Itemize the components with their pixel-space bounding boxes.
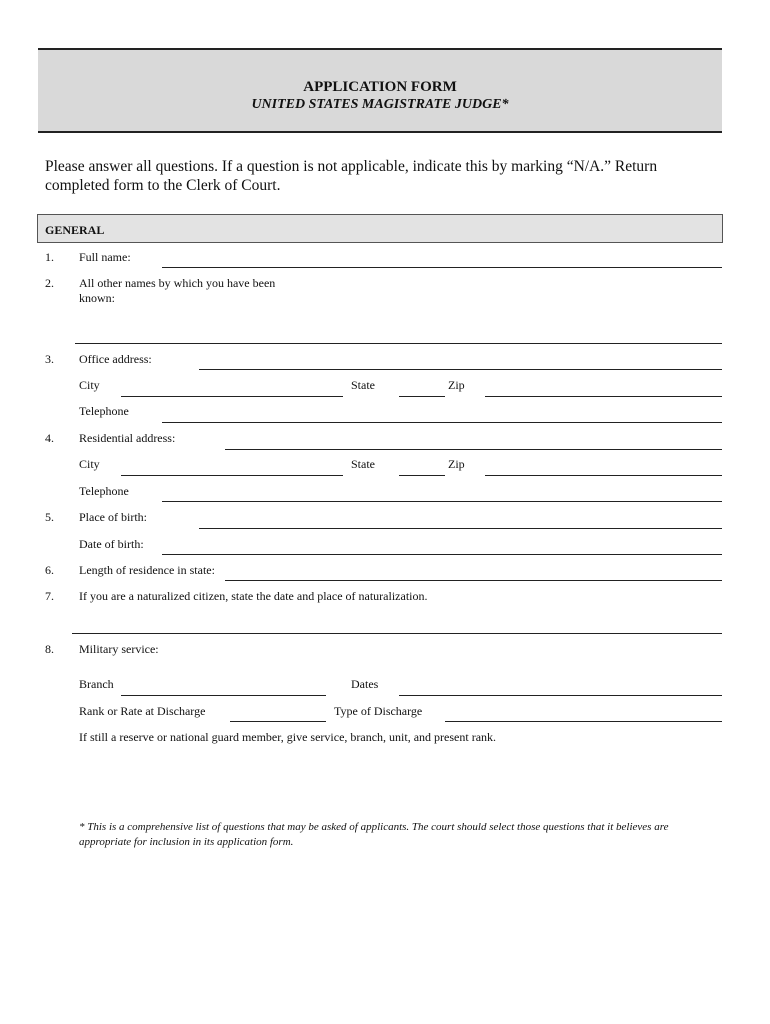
q1-number: 1.: [45, 250, 54, 264]
discharge-type-label: Type of Discharge: [334, 704, 423, 718]
date-of-birth-label: Date of birth:: [79, 537, 144, 551]
place-of-birth-field[interactable]: [199, 528, 722, 529]
residential-state-label: State: [351, 457, 375, 471]
residential-telephone-field[interactable]: [162, 501, 722, 502]
other-names-field[interactable]: [75, 343, 722, 344]
q8-number: 8.: [45, 642, 54, 656]
q5-label: Place of birth:: [79, 510, 147, 524]
q1-label: Full name:: [79, 250, 131, 264]
footnote: * This is a comprehensive list of questions that may be asked of applicants. The court should select those questions that it believes are appropriate for inclusion in its application form.: [79, 821, 669, 848]
q2-label: All other names by which you have been known:: [79, 276, 276, 305]
office-telephone-field[interactable]: [162, 422, 722, 423]
residential-address-field[interactable]: [225, 449, 722, 450]
residential-zip-field[interactable]: [485, 475, 722, 476]
discharge-type-field[interactable]: [445, 721, 722, 722]
residential-city-field[interactable]: [121, 475, 343, 476]
reserve-note: If still a reserve or national guard member, give service, branch, unit, and present rank.: [79, 730, 497, 744]
office-address-field[interactable]: [199, 369, 722, 370]
office-telephone-label: Telephone: [79, 404, 129, 418]
q5-number: 5.: [45, 510, 54, 524]
residential-telephone-label: Telephone: [79, 484, 129, 498]
rank-field[interactable]: [230, 721, 326, 722]
naturalization-field[interactable]: [72, 633, 722, 634]
residence-length-field[interactable]: [225, 580, 722, 581]
q3-label: Office address:: [79, 352, 152, 366]
q7-number: 7.: [45, 589, 54, 603]
q8-label: Military service:: [79, 642, 159, 656]
date-of-birth-field[interactable]: [162, 554, 722, 555]
form-subtitle: UNITED STATES MAGISTRATE JUDGE*: [251, 97, 509, 112]
q6-number: 6.: [45, 563, 54, 577]
q4-number: 4.: [45, 431, 54, 445]
form-title-banner: [38, 48, 722, 133]
office-state-field[interactable]: [399, 396, 445, 397]
residential-state-field[interactable]: [399, 475, 445, 476]
full-name-field[interactable]: [162, 267, 722, 268]
section-header-general: [37, 214, 723, 243]
office-city-label: City: [79, 378, 100, 392]
office-zip-field[interactable]: [485, 396, 722, 397]
instructions-text: Please answer all questions. If a question is not applicable, indicate this by marking “N/A.” Return completed form to the Clerk of Court.: [45, 158, 658, 194]
office-zip-label: Zip: [448, 378, 465, 392]
q2-number: 2.: [45, 276, 54, 290]
residential-zip-label: Zip: [448, 457, 465, 471]
branch-label: Branch: [79, 677, 114, 691]
residential-city-label: City: [79, 457, 100, 471]
dates-label: Dates: [351, 677, 379, 691]
q7-label: If you are a naturalized citizen, state the date and place of naturalization.: [79, 589, 428, 603]
branch-field[interactable]: [121, 695, 326, 696]
q3-number: 3.: [45, 352, 54, 366]
rank-label: Rank or Rate at Discharge: [79, 704, 206, 718]
office-state-label: State: [351, 378, 375, 392]
q4-label: Residential address:: [79, 431, 176, 445]
q6-label: Length of residence in state:: [79, 563, 215, 577]
dates-field[interactable]: [399, 695, 722, 696]
form-title: APPLICATION FORM: [303, 79, 457, 95]
office-city-field[interactable]: [121, 396, 343, 397]
section-label: GENERAL: [45, 223, 105, 237]
